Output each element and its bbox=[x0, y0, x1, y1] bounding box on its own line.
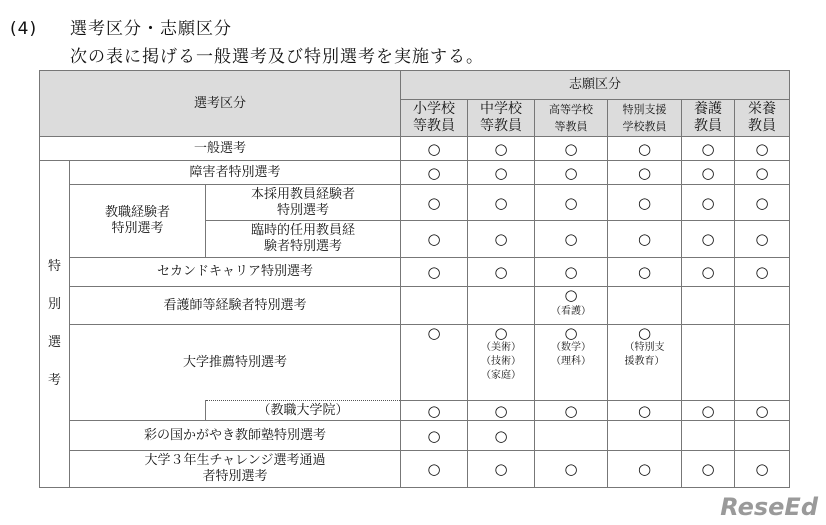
row-label-text: 看護師等経験者特別選考 bbox=[163, 297, 307, 313]
circle-mark: ○ bbox=[755, 401, 769, 420]
circle-mark: ○ bbox=[427, 230, 441, 248]
table-row bbox=[40, 287, 790, 325]
column-header-label: 高等学校等教員 bbox=[548, 103, 593, 133]
mark-cell bbox=[401, 325, 468, 401]
section-description: 次の表に掲げる一般選考及び特別選考を実施する。 bbox=[70, 47, 484, 67]
circle-mark: ○ bbox=[701, 401, 715, 420]
mark-cell bbox=[468, 221, 535, 258]
table-row bbox=[40, 137, 790, 161]
row-label-text: 大学３年生チャレンジ選考通過者特別選考 bbox=[144, 453, 326, 484]
circle-mark: ○ bbox=[701, 163, 715, 182]
mark-cell bbox=[682, 451, 735, 488]
mark-cell bbox=[735, 421, 790, 451]
column-header-label: 小学校等教員 bbox=[413, 101, 455, 134]
mark-cell bbox=[535, 137, 608, 161]
mark-cell bbox=[468, 451, 535, 488]
row-label-text: 本採用教員経験者特別選考 bbox=[250, 186, 355, 218]
mark-cell bbox=[735, 401, 790, 421]
row-label-text: 障害者特別選考 bbox=[189, 164, 281, 180]
teaching-experience-group bbox=[70, 185, 206, 258]
mark-cell bbox=[401, 421, 468, 451]
circle-mark: ○ bbox=[494, 460, 508, 478]
mark-cell bbox=[468, 287, 535, 325]
circle-mark: ○ bbox=[637, 163, 652, 182]
row-label-text: 彩の国かがやき教師塾特別選考 bbox=[143, 427, 326, 443]
row-label bbox=[206, 401, 401, 421]
mark-cell bbox=[535, 325, 608, 401]
circle-mark: ○ bbox=[755, 263, 769, 281]
header-selection-category: 選考区分 bbox=[40, 71, 401, 137]
column-header bbox=[735, 100, 790, 137]
column-header bbox=[468, 100, 535, 137]
mark-cell bbox=[535, 401, 608, 421]
circle-mark: ○ bbox=[427, 139, 441, 158]
mark-cell bbox=[682, 401, 735, 421]
circle-mark: ○ bbox=[564, 193, 578, 212]
mark-cell bbox=[468, 421, 535, 451]
circle-mark: ○ bbox=[701, 139, 715, 158]
circle-mark: ○ bbox=[494, 263, 508, 281]
subject-note: （特別支援教育） bbox=[624, 342, 665, 367]
circle-mark: ○ bbox=[494, 230, 508, 248]
mark-cell bbox=[535, 185, 608, 221]
mark-cell bbox=[735, 287, 790, 325]
circle-mark: ○ bbox=[564, 230, 578, 248]
circle-mark: ○ bbox=[564, 139, 578, 158]
circle-mark: ○ bbox=[494, 193, 508, 212]
circle-mark: ○ bbox=[701, 193, 715, 212]
mark-cell bbox=[682, 421, 735, 451]
mark-cell bbox=[682, 185, 735, 221]
mark-cell bbox=[401, 185, 468, 221]
mark-cell bbox=[468, 325, 535, 401]
mark-cell bbox=[735, 185, 790, 221]
mark-cell bbox=[468, 401, 535, 421]
column-header bbox=[608, 100, 682, 137]
mark-cell bbox=[401, 401, 468, 421]
subject-note: （数学）（理科） bbox=[551, 342, 591, 367]
mark-cell bbox=[401, 161, 468, 185]
column-header-label: 養護教員 bbox=[694, 101, 722, 134]
circle-mark: ○ bbox=[755, 193, 769, 212]
mark-cell bbox=[682, 287, 735, 325]
resed-logo: ReseEd bbox=[720, 493, 818, 521]
column-header-label: 栄養教員 bbox=[748, 101, 777, 134]
row-label bbox=[70, 287, 401, 325]
circle-mark: ○ bbox=[755, 230, 769, 248]
circle-mark: ○ bbox=[494, 139, 508, 158]
circle-mark: ○ bbox=[427, 460, 441, 478]
mark-cell bbox=[468, 258, 535, 287]
circle-mark: ○ bbox=[427, 426, 441, 445]
circle-mark: ○ bbox=[494, 163, 508, 182]
circle-mark: ○ bbox=[637, 193, 652, 212]
table-row bbox=[40, 325, 790, 401]
circle-mark: ○ bbox=[564, 460, 578, 478]
mark-cell bbox=[735, 161, 790, 185]
mark-cell bbox=[608, 137, 682, 161]
mark-cell bbox=[608, 451, 682, 488]
mark-cell bbox=[468, 137, 535, 161]
table-row bbox=[40, 185, 790, 221]
circle-mark: ○ bbox=[637, 230, 652, 248]
circle-mark: ○ bbox=[494, 401, 508, 420]
row-label-text: 一般選考 bbox=[193, 140, 246, 156]
circle-mark: ○ bbox=[701, 230, 715, 248]
table-row bbox=[40, 161, 790, 185]
mark-cell bbox=[608, 325, 682, 401]
column-header bbox=[682, 100, 735, 137]
special-selection-group bbox=[40, 161, 70, 488]
table-row bbox=[40, 401, 790, 421]
mark-cell bbox=[608, 401, 682, 421]
row-label bbox=[40, 137, 401, 161]
circle-mark: ○ bbox=[637, 401, 652, 420]
circle-mark: ○ bbox=[637, 324, 652, 342]
mark-cell bbox=[401, 287, 468, 325]
row-label bbox=[70, 451, 401, 488]
teaching-experience-label: 教職経験者特別選考 bbox=[104, 205, 170, 236]
mark-cell bbox=[535, 451, 608, 488]
row-label bbox=[70, 161, 401, 185]
circle-mark: ○ bbox=[427, 263, 441, 281]
circle-mark: ○ bbox=[755, 139, 769, 158]
mark-cell bbox=[682, 258, 735, 287]
mark-cell bbox=[735, 451, 790, 488]
row-label bbox=[70, 325, 401, 401]
row-label-text: セカンドキャリア特別選考 bbox=[156, 264, 313, 279]
circle-mark: ○ bbox=[637, 263, 652, 281]
mark-cell bbox=[735, 137, 790, 161]
table-row bbox=[40, 258, 790, 287]
circle-mark: ○ bbox=[755, 460, 769, 478]
row-label bbox=[206, 185, 401, 221]
section-number: (4) bbox=[10, 19, 38, 39]
mark-cell bbox=[608, 161, 682, 185]
mark-cell bbox=[608, 185, 682, 221]
table-row bbox=[40, 451, 790, 488]
row-label-text: （教職大学院） bbox=[257, 402, 349, 418]
mark-cell bbox=[735, 221, 790, 258]
mark-cell bbox=[608, 221, 682, 258]
circle-mark: ○ bbox=[564, 324, 578, 342]
mark-cell bbox=[608, 287, 682, 325]
row-label-text: 大学推薦特別選考 bbox=[182, 354, 287, 370]
mark-cell bbox=[608, 258, 682, 287]
circle-mark: ○ bbox=[564, 263, 578, 281]
mark-cell bbox=[468, 161, 535, 185]
mark-cell bbox=[401, 137, 468, 161]
mark-cell bbox=[682, 161, 735, 185]
mark-cell bbox=[535, 258, 608, 287]
circle-mark: ○ bbox=[427, 193, 441, 212]
header-application-category: 志願区分 bbox=[401, 71, 790, 100]
mark-cell bbox=[535, 221, 608, 258]
circle-mark: ○ bbox=[637, 460, 652, 478]
circle-mark: ○ bbox=[494, 426, 508, 445]
mark-cell bbox=[735, 258, 790, 287]
subject-note: （看護） bbox=[551, 306, 591, 317]
selection-table bbox=[39, 70, 790, 488]
row-label bbox=[70, 258, 401, 287]
subject-note: （美術）（技術）（家庭） bbox=[481, 342, 521, 381]
circle-mark: ○ bbox=[564, 163, 578, 182]
column-header-label: 特別支援学校教員 bbox=[622, 103, 667, 133]
mark-cell bbox=[401, 451, 468, 488]
mark-cell bbox=[682, 325, 735, 401]
circle-mark: ○ bbox=[701, 460, 715, 478]
circle-mark: ○ bbox=[701, 263, 715, 281]
column-header bbox=[535, 100, 608, 137]
circle-mark: ○ bbox=[564, 401, 578, 420]
row-label-text: 臨時的任用教員経験者特別選考 bbox=[250, 223, 355, 254]
section-heading bbox=[10, 14, 232, 39]
section-title: 選考区分・志願区分 bbox=[70, 19, 232, 39]
mark-cell bbox=[682, 137, 735, 161]
circle-mark: ○ bbox=[637, 139, 652, 158]
mark-cell bbox=[682, 221, 735, 258]
table-row bbox=[40, 421, 790, 451]
empty-cell bbox=[70, 401, 206, 421]
mark-cell bbox=[535, 287, 608, 325]
mark-cell bbox=[401, 221, 468, 258]
special-selection-label: 特別選考 bbox=[48, 259, 62, 388]
column-header bbox=[401, 100, 468, 137]
mark-cell bbox=[401, 258, 468, 287]
row-label bbox=[206, 221, 401, 258]
circle-mark: ○ bbox=[755, 163, 769, 182]
mark-cell bbox=[735, 325, 790, 401]
mark-cell bbox=[535, 161, 608, 185]
column-header-label: 中学校等教員 bbox=[480, 101, 522, 134]
mark-cell bbox=[468, 185, 535, 221]
circle-mark: ○ bbox=[427, 163, 441, 182]
circle-mark: ○ bbox=[427, 401, 441, 420]
circle-mark: ○ bbox=[564, 286, 578, 304]
circle-mark: ○ bbox=[427, 324, 441, 342]
mark-cell bbox=[535, 421, 608, 451]
row-label bbox=[70, 421, 401, 451]
circle-mark: ○ bbox=[494, 324, 508, 342]
mark-cell bbox=[608, 421, 682, 451]
